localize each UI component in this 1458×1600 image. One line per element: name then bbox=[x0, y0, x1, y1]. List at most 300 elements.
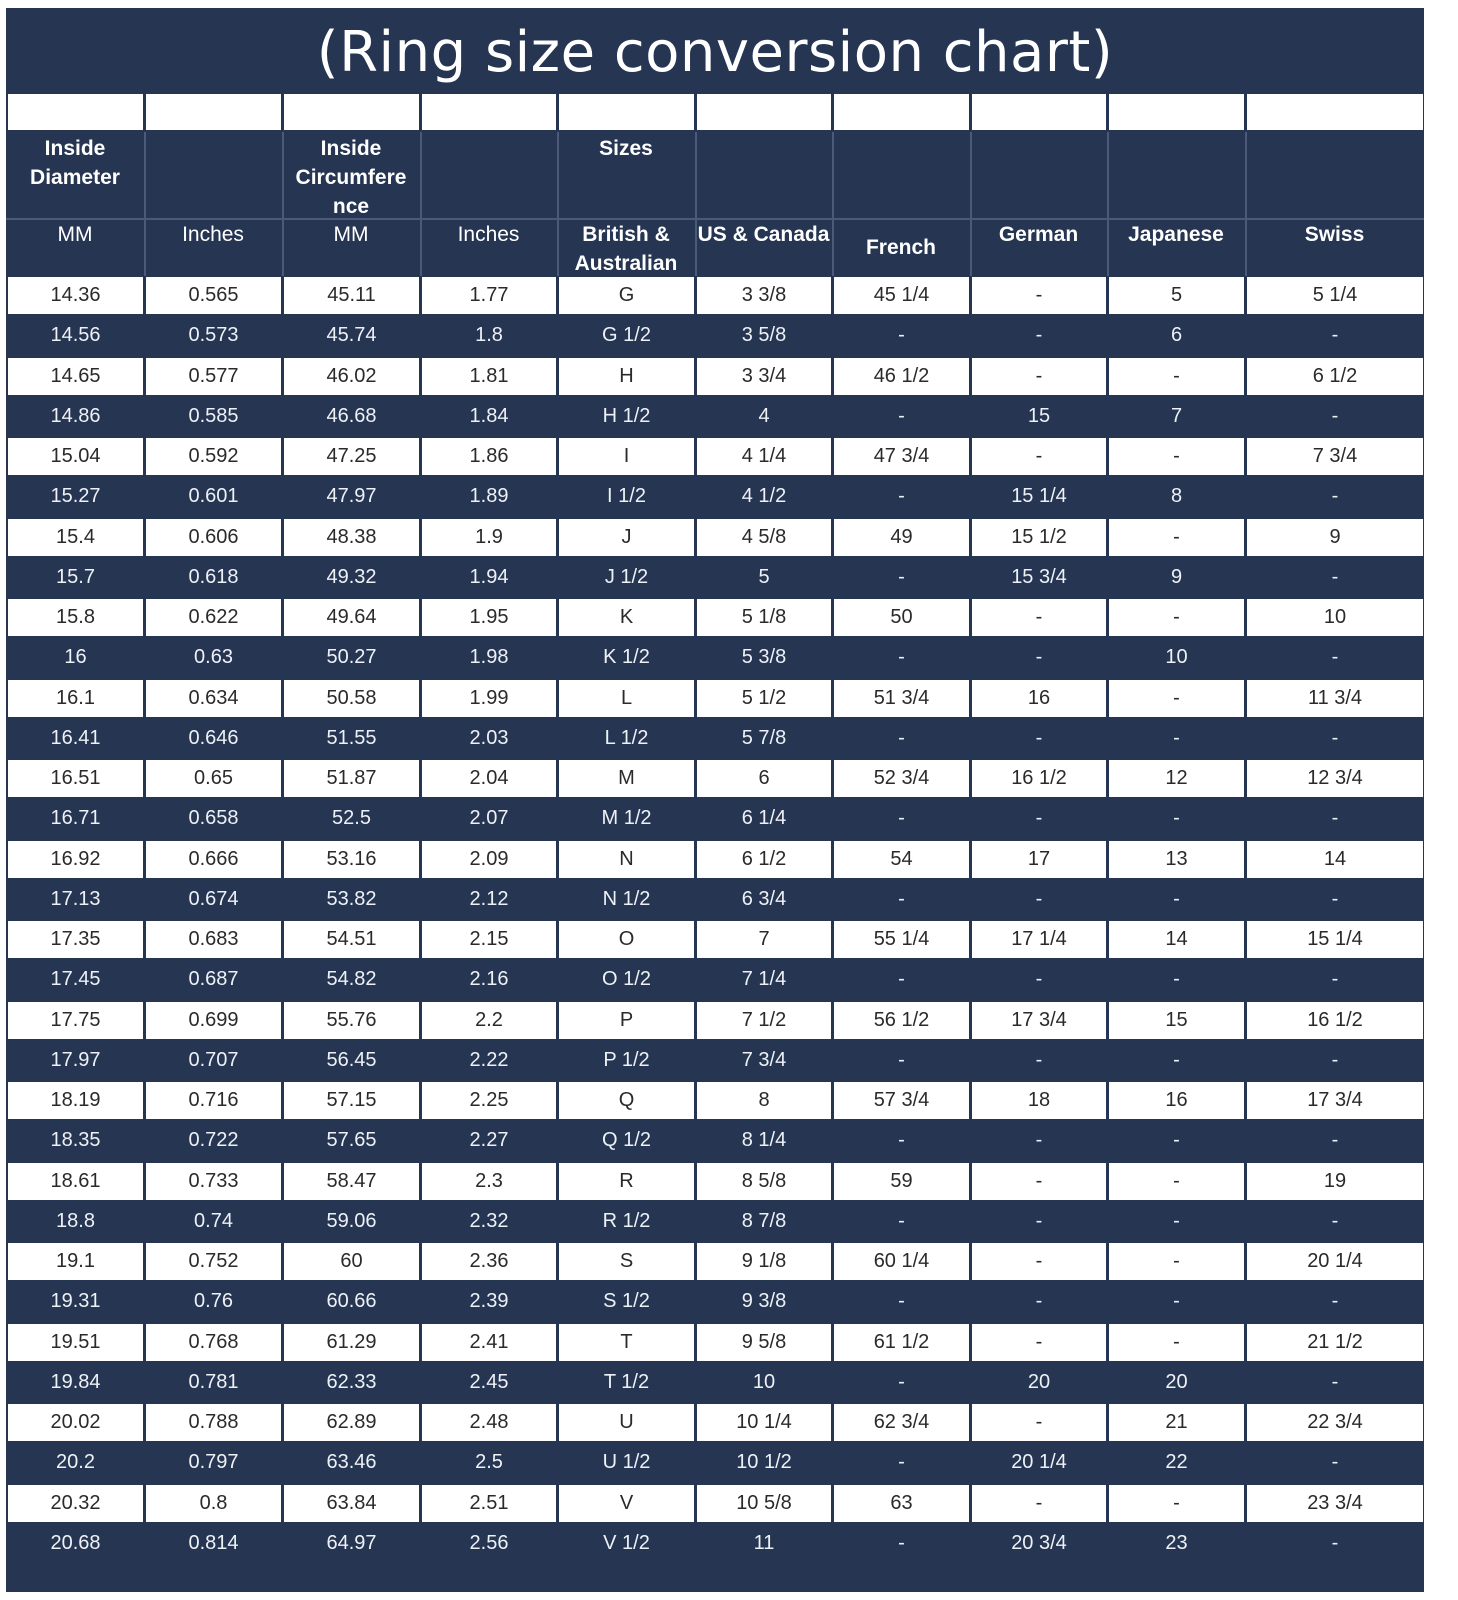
cell-swiss: - bbox=[1247, 1444, 1423, 1481]
header-inside-circumference: Inside Circumfere nce bbox=[295, 137, 407, 218]
table-row bbox=[6, 518, 1424, 558]
cell-japanese: 14 bbox=[1109, 921, 1244, 958]
cell-diameter-mm: 15.27 bbox=[8, 478, 143, 515]
cell-french: - bbox=[834, 961, 969, 998]
cell-japanese: - bbox=[1109, 680, 1244, 717]
cell-diameter-mm: 16 bbox=[8, 639, 143, 676]
cell-circumference-mm: 63.84 bbox=[284, 1485, 419, 1522]
cell-british-australian: K 1/2 bbox=[559, 639, 694, 676]
cell-japanese: - bbox=[1109, 438, 1244, 475]
cell-british-australian: N bbox=[559, 841, 694, 878]
cell-british-australian: M bbox=[559, 760, 694, 797]
cell-french: 49 bbox=[834, 519, 969, 556]
cell-japanese: 8 bbox=[1109, 478, 1244, 515]
col-header-swiss: Swiss bbox=[1304, 223, 1365, 246]
cell-swiss: - bbox=[1247, 1122, 1423, 1159]
cell-diameter-inches: 0.814 bbox=[146, 1525, 281, 1562]
cell-diameter-mm: 19.31 bbox=[8, 1283, 143, 1320]
cell-swiss: 9 bbox=[1247, 519, 1423, 556]
cell-japanese: - bbox=[1109, 720, 1244, 757]
cell-circumference-inches: 1.94 bbox=[422, 559, 556, 596]
cell-german: - bbox=[972, 1324, 1106, 1361]
cell-french: 50 bbox=[834, 599, 969, 636]
cell-diameter-mm: 14.86 bbox=[8, 398, 143, 435]
cell-diameter-mm: 20.02 bbox=[8, 1404, 143, 1441]
cell-british-australian: G 1/2 bbox=[559, 317, 694, 354]
cell-japanese: 16 bbox=[1109, 1082, 1244, 1119]
cell-diameter-mm: 20.68 bbox=[8, 1525, 143, 1562]
col-header-us-canada: US & Canada bbox=[697, 223, 830, 246]
cell-diameter-inches: 0.606 bbox=[146, 519, 281, 556]
cell-diameter-inches: 0.577 bbox=[146, 358, 281, 395]
cell-british-australian: P bbox=[559, 1002, 694, 1039]
cell-us-canada: 5 3/8 bbox=[697, 639, 831, 676]
cell-french: - bbox=[834, 1283, 969, 1320]
cell-swiss: 20 1/4 bbox=[1247, 1243, 1423, 1280]
cell-swiss: - bbox=[1247, 478, 1423, 515]
col-header-french: French bbox=[865, 236, 936, 259]
table-row bbox=[6, 920, 1424, 960]
cell-french: - bbox=[834, 1042, 969, 1079]
cell-french: 56 1/2 bbox=[834, 1002, 969, 1039]
cell-swiss: 10 bbox=[1247, 599, 1423, 636]
cell-british-australian: S bbox=[559, 1243, 694, 1280]
cell-french: - bbox=[834, 1122, 969, 1159]
cell-diameter-mm: 15.7 bbox=[8, 559, 143, 596]
col-header-japanese: Japanese bbox=[1128, 223, 1224, 246]
cell-us-canada: 7 bbox=[697, 921, 831, 958]
cell-german: 20 bbox=[972, 1364, 1106, 1401]
cell-circumference-inches: 2.07 bbox=[422, 800, 556, 837]
cell-swiss: - bbox=[1247, 317, 1423, 354]
cell-circumference-mm: 47.25 bbox=[284, 438, 419, 475]
cell-british-australian: Q 1/2 bbox=[559, 1122, 694, 1159]
chart-title: (Ring size conversion chart) bbox=[316, 20, 1114, 85]
cell-circumference-mm: 49.32 bbox=[284, 559, 419, 596]
cell-japanese: 22 bbox=[1109, 1444, 1244, 1481]
header-column-divider bbox=[557, 132, 559, 276]
cell-diameter-mm: 16.92 bbox=[8, 841, 143, 878]
cell-diameter-inches: 0.658 bbox=[146, 800, 281, 837]
cell-diameter-mm: 18.19 bbox=[8, 1082, 143, 1119]
cell-circumference-inches: 1.77 bbox=[422, 277, 556, 314]
cell-japanese: - bbox=[1109, 961, 1244, 998]
cell-diameter-inches: 0.722 bbox=[146, 1122, 281, 1159]
cell-circumference-inches: 1.98 bbox=[422, 639, 556, 676]
cell-swiss: 21 1/2 bbox=[1247, 1324, 1423, 1361]
col-header-german: German bbox=[998, 223, 1079, 246]
cell-us-canada: 10 5/8 bbox=[697, 1485, 831, 1522]
cell-german: - bbox=[972, 961, 1106, 998]
cell-japanese: - bbox=[1109, 1243, 1244, 1280]
cell-diameter-inches: 0.683 bbox=[146, 921, 281, 958]
cell-japanese: - bbox=[1109, 800, 1244, 837]
cell-french: 52 3/4 bbox=[834, 760, 969, 797]
cell-french: - bbox=[834, 881, 969, 918]
cell-circumference-inches: 2.25 bbox=[422, 1082, 556, 1119]
cell-german: 20 3/4 bbox=[972, 1525, 1106, 1562]
cell-german: - bbox=[972, 438, 1106, 475]
cell-swiss: - bbox=[1247, 1042, 1423, 1079]
cell-japanese: 15 bbox=[1109, 1002, 1244, 1039]
cell-diameter-mm: 17.45 bbox=[8, 961, 143, 998]
cell-us-canada: 5 1/2 bbox=[697, 680, 831, 717]
cell-british-australian: L bbox=[559, 680, 694, 717]
cell-circumference-inches: 1.99 bbox=[422, 680, 556, 717]
blank-cell bbox=[146, 94, 281, 130]
blank-cell bbox=[972, 94, 1106, 130]
cell-british-australian: R bbox=[559, 1163, 694, 1200]
table-row bbox=[6, 759, 1424, 799]
table-row bbox=[6, 960, 1424, 1000]
cell-british-australian: O 1/2 bbox=[559, 961, 694, 998]
table-row bbox=[6, 840, 1424, 880]
cell-german: 15 1/2 bbox=[972, 519, 1106, 556]
cell-swiss: - bbox=[1247, 1283, 1423, 1320]
cell-japanese: 9 bbox=[1109, 559, 1244, 596]
cell-us-canada: 7 3/4 bbox=[697, 1042, 831, 1079]
table-row bbox=[6, 1121, 1424, 1161]
cell-diameter-inches: 0.601 bbox=[146, 478, 281, 515]
blank-cell bbox=[1109, 94, 1244, 130]
cell-german: - bbox=[972, 1283, 1106, 1320]
cell-circumference-inches: 1.95 bbox=[422, 599, 556, 636]
blank-cell bbox=[559, 94, 694, 130]
table-row bbox=[6, 679, 1424, 719]
table-row bbox=[6, 1484, 1424, 1524]
cell-german: - bbox=[972, 277, 1106, 314]
cell-french: - bbox=[834, 639, 969, 676]
cell-swiss: - bbox=[1247, 1364, 1423, 1401]
cell-swiss: 5 1/4 bbox=[1247, 277, 1423, 314]
cell-circumference-mm: 62.33 bbox=[284, 1364, 419, 1401]
blank-spacer-row bbox=[6, 94, 1424, 132]
cell-french: 55 1/4 bbox=[834, 921, 969, 958]
col-header-circumference-mm: MM bbox=[333, 223, 369, 246]
table-row bbox=[6, 397, 1424, 437]
cell-diameter-mm: 15.04 bbox=[8, 438, 143, 475]
table-row bbox=[6, 316, 1424, 356]
cell-swiss: 16 1/2 bbox=[1247, 1002, 1423, 1039]
cell-swiss: 6 1/2 bbox=[1247, 358, 1423, 395]
header-column-divider bbox=[970, 132, 972, 276]
table-row bbox=[6, 1162, 1424, 1202]
cell-british-australian: V 1/2 bbox=[559, 1525, 694, 1562]
cell-us-canada: 7 1/4 bbox=[697, 961, 831, 998]
cell-swiss: 17 3/4 bbox=[1247, 1082, 1423, 1119]
header-inside-diameter: Inside Diameter bbox=[30, 137, 120, 189]
cell-us-canada: 6 3/4 bbox=[697, 881, 831, 918]
cell-german: - bbox=[972, 1042, 1106, 1079]
table-row bbox=[6, 558, 1424, 598]
cell-us-canada: 8 7/8 bbox=[697, 1203, 831, 1240]
cell-circumference-inches: 1.89 bbox=[422, 478, 556, 515]
cell-british-australian: L 1/2 bbox=[559, 720, 694, 757]
cell-circumference-mm: 51.55 bbox=[284, 720, 419, 757]
cell-circumference-mm: 59.06 bbox=[284, 1203, 419, 1240]
cell-diameter-inches: 0.592 bbox=[146, 438, 281, 475]
cell-diameter-mm: 20.32 bbox=[8, 1485, 143, 1522]
cell-german: - bbox=[972, 1203, 1106, 1240]
cell-diameter-inches: 0.752 bbox=[146, 1243, 281, 1280]
cell-german: 17 bbox=[972, 841, 1106, 878]
cell-circumference-mm: 55.76 bbox=[284, 1002, 419, 1039]
cell-japanese: - bbox=[1109, 1203, 1244, 1240]
cell-diameter-mm: 19.84 bbox=[8, 1364, 143, 1401]
cell-us-canada: 6 1/4 bbox=[697, 800, 831, 837]
cell-british-australian: S 1/2 bbox=[559, 1283, 694, 1320]
cell-german: - bbox=[972, 1163, 1106, 1200]
cell-us-canada: 9 3/8 bbox=[697, 1283, 831, 1320]
cell-german: 15 1/4 bbox=[972, 478, 1106, 515]
header-sizes: Sizes bbox=[599, 137, 653, 160]
cell-circumference-mm: 45.11 bbox=[284, 277, 419, 314]
cell-swiss: - bbox=[1247, 398, 1423, 435]
cell-japanese: 23 bbox=[1109, 1525, 1244, 1562]
cell-us-canada: 6 1/2 bbox=[697, 841, 831, 878]
header-column-divider bbox=[832, 132, 834, 276]
cell-circumference-inches: 1.86 bbox=[422, 438, 556, 475]
ring-size-chart bbox=[6, 8, 1424, 1592]
cell-diameter-mm: 14.56 bbox=[8, 317, 143, 354]
cell-german: 18 bbox=[972, 1082, 1106, 1119]
cell-us-canada: 3 5/8 bbox=[697, 317, 831, 354]
cell-us-canada: 11 bbox=[697, 1525, 831, 1562]
cell-german: - bbox=[972, 881, 1106, 918]
cell-circumference-inches: 2.45 bbox=[422, 1364, 556, 1401]
cell-british-australian: Q bbox=[559, 1082, 694, 1119]
cell-british-australian: U bbox=[559, 1404, 694, 1441]
cell-us-canada: 4 1/2 bbox=[697, 478, 831, 515]
cell-german: - bbox=[972, 720, 1106, 757]
blank-cell bbox=[284, 94, 419, 130]
cell-circumference-inches: 2.5 bbox=[422, 1444, 556, 1481]
cell-diameter-inches: 0.74 bbox=[146, 1203, 281, 1240]
cell-circumference-mm: 62.89 bbox=[284, 1404, 419, 1441]
cell-japanese: - bbox=[1109, 1324, 1244, 1361]
cell-swiss: - bbox=[1247, 1525, 1423, 1562]
cell-circumference-inches: 2.3 bbox=[422, 1163, 556, 1200]
col-header-british-australian: British & Australian bbox=[574, 223, 678, 275]
cell-diameter-inches: 0.781 bbox=[146, 1364, 281, 1401]
blank-cell bbox=[422, 94, 556, 130]
table-row bbox=[6, 1524, 1424, 1564]
cell-us-canada: 8 1/4 bbox=[697, 1122, 831, 1159]
cell-us-canada: 5 1/8 bbox=[697, 599, 831, 636]
cell-british-australian: H bbox=[559, 358, 694, 395]
cell-german: - bbox=[972, 1243, 1106, 1280]
cell-us-canada: 10 1/4 bbox=[697, 1404, 831, 1441]
cell-us-canada: 10 1/2 bbox=[697, 1444, 831, 1481]
cell-us-canada: 3 3/4 bbox=[697, 358, 831, 395]
cell-circumference-mm: 60.66 bbox=[284, 1283, 419, 1320]
cell-circumference-inches: 2.16 bbox=[422, 961, 556, 998]
cell-japanese: - bbox=[1109, 1283, 1244, 1320]
cell-japanese: - bbox=[1109, 1163, 1244, 1200]
cell-diameter-mm: 17.97 bbox=[8, 1042, 143, 1079]
cell-us-canada: 8 5/8 bbox=[697, 1163, 831, 1200]
cell-diameter-inches: 0.622 bbox=[146, 599, 281, 636]
table-row bbox=[6, 1242, 1424, 1282]
table-row bbox=[6, 1041, 1424, 1081]
table-row bbox=[6, 1323, 1424, 1363]
table-row bbox=[6, 1202, 1424, 1242]
cell-diameter-mm: 17.75 bbox=[8, 1002, 143, 1039]
cell-us-canada: 5 7/8 bbox=[697, 720, 831, 757]
cell-french: 61 1/2 bbox=[834, 1324, 969, 1361]
cell-diameter-inches: 0.65 bbox=[146, 760, 281, 797]
cell-german: - bbox=[972, 1122, 1106, 1159]
cell-german: - bbox=[972, 358, 1106, 395]
cell-circumference-mm: 61.29 bbox=[284, 1324, 419, 1361]
cell-japanese: 10 bbox=[1109, 639, 1244, 676]
cell-circumference-mm: 54.51 bbox=[284, 921, 419, 958]
cell-diameter-inches: 0.565 bbox=[146, 277, 281, 314]
cell-circumference-mm: 53.82 bbox=[284, 881, 419, 918]
cell-circumference-mm: 57.15 bbox=[284, 1082, 419, 1119]
blank-cell bbox=[834, 94, 969, 130]
cell-circumference-mm: 54.82 bbox=[284, 961, 419, 998]
col-header-diameter-inches: Inches bbox=[182, 223, 244, 246]
cell-diameter-inches: 0.797 bbox=[146, 1444, 281, 1481]
cell-german: 15 3/4 bbox=[972, 559, 1106, 596]
cell-diameter-inches: 0.63 bbox=[146, 639, 281, 676]
cell-french: 60 1/4 bbox=[834, 1243, 969, 1280]
cell-french: - bbox=[834, 398, 969, 435]
cell-circumference-mm: 47.97 bbox=[284, 478, 419, 515]
cell-japanese: - bbox=[1109, 358, 1244, 395]
cell-us-canada: 7 1/2 bbox=[697, 1002, 831, 1039]
cell-diameter-mm: 16.71 bbox=[8, 800, 143, 837]
cell-circumference-mm: 52.5 bbox=[284, 800, 419, 837]
cell-circumference-inches: 2.41 bbox=[422, 1324, 556, 1361]
cell-diameter-inches: 0.666 bbox=[146, 841, 281, 878]
cell-circumference-mm: 56.45 bbox=[284, 1042, 419, 1079]
cell-swiss: - bbox=[1247, 639, 1423, 676]
cell-french: 45 1/4 bbox=[834, 277, 969, 314]
cell-swiss: - bbox=[1247, 1203, 1423, 1240]
cell-japanese: 21 bbox=[1109, 1404, 1244, 1441]
cell-japanese: 13 bbox=[1109, 841, 1244, 878]
cell-diameter-mm: 18.8 bbox=[8, 1203, 143, 1240]
cell-diameter-mm: 20.2 bbox=[8, 1444, 143, 1481]
cell-diameter-inches: 0.788 bbox=[146, 1404, 281, 1441]
cell-japanese: - bbox=[1109, 599, 1244, 636]
cell-japanese: 12 bbox=[1109, 760, 1244, 797]
cell-japanese: - bbox=[1109, 1122, 1244, 1159]
cell-circumference-mm: 45.74 bbox=[284, 317, 419, 354]
cell-japanese: - bbox=[1109, 1485, 1244, 1522]
cell-circumference-mm: 63.46 bbox=[284, 1444, 419, 1481]
blank-cell bbox=[1247, 94, 1423, 130]
cell-french: 46 1/2 bbox=[834, 358, 969, 395]
table-row bbox=[6, 1403, 1424, 1443]
cell-diameter-inches: 0.646 bbox=[146, 720, 281, 757]
cell-swiss: 7 3/4 bbox=[1247, 438, 1423, 475]
cell-circumference-inches: 1.84 bbox=[422, 398, 556, 435]
cell-british-australian: I 1/2 bbox=[559, 478, 694, 515]
cell-british-australian: V bbox=[559, 1485, 694, 1522]
cell-diameter-mm: 18.35 bbox=[8, 1122, 143, 1159]
cell-diameter-mm: 18.61 bbox=[8, 1163, 143, 1200]
cell-circumference-mm: 58.47 bbox=[284, 1163, 419, 1200]
cell-diameter-inches: 0.687 bbox=[146, 961, 281, 998]
cell-circumference-inches: 2.32 bbox=[422, 1203, 556, 1240]
cell-swiss: 11 3/4 bbox=[1247, 680, 1423, 717]
cell-circumference-inches: 2.39 bbox=[422, 1283, 556, 1320]
cell-circumference-inches: 2.15 bbox=[422, 921, 556, 958]
cell-diameter-inches: 0.716 bbox=[146, 1082, 281, 1119]
cell-german: - bbox=[972, 639, 1106, 676]
cell-diameter-inches: 0.585 bbox=[146, 398, 281, 435]
cell-german: 16 bbox=[972, 680, 1106, 717]
cell-circumference-inches: 1.8 bbox=[422, 317, 556, 354]
cell-french: - bbox=[834, 1203, 969, 1240]
cell-swiss: - bbox=[1247, 800, 1423, 837]
cell-swiss: - bbox=[1247, 559, 1423, 596]
cell-circumference-inches: 1.9 bbox=[422, 519, 556, 556]
cell-diameter-inches: 0.674 bbox=[146, 881, 281, 918]
cell-diameter-inches: 0.634 bbox=[146, 680, 281, 717]
cell-british-australian: U 1/2 bbox=[559, 1444, 694, 1481]
cell-swiss: 23 3/4 bbox=[1247, 1485, 1423, 1522]
cell-circumference-inches: 2.48 bbox=[422, 1404, 556, 1441]
cell-us-canada: 3 3/8 bbox=[697, 277, 831, 314]
cell-us-canada: 10 bbox=[697, 1364, 831, 1401]
cell-french: - bbox=[834, 317, 969, 354]
cell-circumference-mm: 64.97 bbox=[284, 1525, 419, 1562]
blank-cell bbox=[8, 94, 143, 130]
cell-diameter-mm: 17.13 bbox=[8, 881, 143, 918]
cell-diameter-mm: 16.51 bbox=[8, 760, 143, 797]
cell-diameter-mm: 14.65 bbox=[8, 358, 143, 395]
cell-diameter-inches: 0.699 bbox=[146, 1002, 281, 1039]
cell-diameter-mm: 17.35 bbox=[8, 921, 143, 958]
cell-british-australian: J 1/2 bbox=[559, 559, 694, 596]
cell-british-australian: J bbox=[559, 519, 694, 556]
table-row bbox=[6, 1363, 1424, 1403]
cell-japanese: - bbox=[1109, 519, 1244, 556]
cell-circumference-inches: 2.2 bbox=[422, 1002, 556, 1039]
cell-circumference-inches: 2.22 bbox=[422, 1042, 556, 1079]
cell-circumference-mm: 60 bbox=[284, 1243, 419, 1280]
cell-french: - bbox=[834, 1525, 969, 1562]
table-row bbox=[6, 719, 1424, 759]
cell-us-canada: 9 1/8 bbox=[697, 1243, 831, 1280]
cell-circumference-mm: 57.65 bbox=[284, 1122, 419, 1159]
cell-us-canada: 4 5/8 bbox=[697, 519, 831, 556]
cell-diameter-mm: 15.4 bbox=[8, 519, 143, 556]
cell-swiss: 14 bbox=[1247, 841, 1423, 878]
table-row bbox=[6, 638, 1424, 678]
cell-french: 51 3/4 bbox=[834, 680, 969, 717]
cell-diameter-mm: 15.8 bbox=[8, 599, 143, 636]
cell-circumference-mm: 46.68 bbox=[284, 398, 419, 435]
cell-french: 47 3/4 bbox=[834, 438, 969, 475]
cell-french: - bbox=[834, 720, 969, 757]
table-row bbox=[6, 1001, 1424, 1041]
col-header-diameter-mm: MM bbox=[57, 223, 93, 246]
cell-french: - bbox=[834, 800, 969, 837]
table-row bbox=[6, 880, 1424, 920]
table-row bbox=[6, 598, 1424, 638]
cell-us-canada: 4 1/4 bbox=[697, 438, 831, 475]
cell-british-australian: M 1/2 bbox=[559, 800, 694, 837]
cell-circumference-mm: 48.38 bbox=[284, 519, 419, 556]
cell-british-australian: R 1/2 bbox=[559, 1203, 694, 1240]
blank-cell bbox=[697, 94, 831, 130]
cell-japanese: 7 bbox=[1109, 398, 1244, 435]
